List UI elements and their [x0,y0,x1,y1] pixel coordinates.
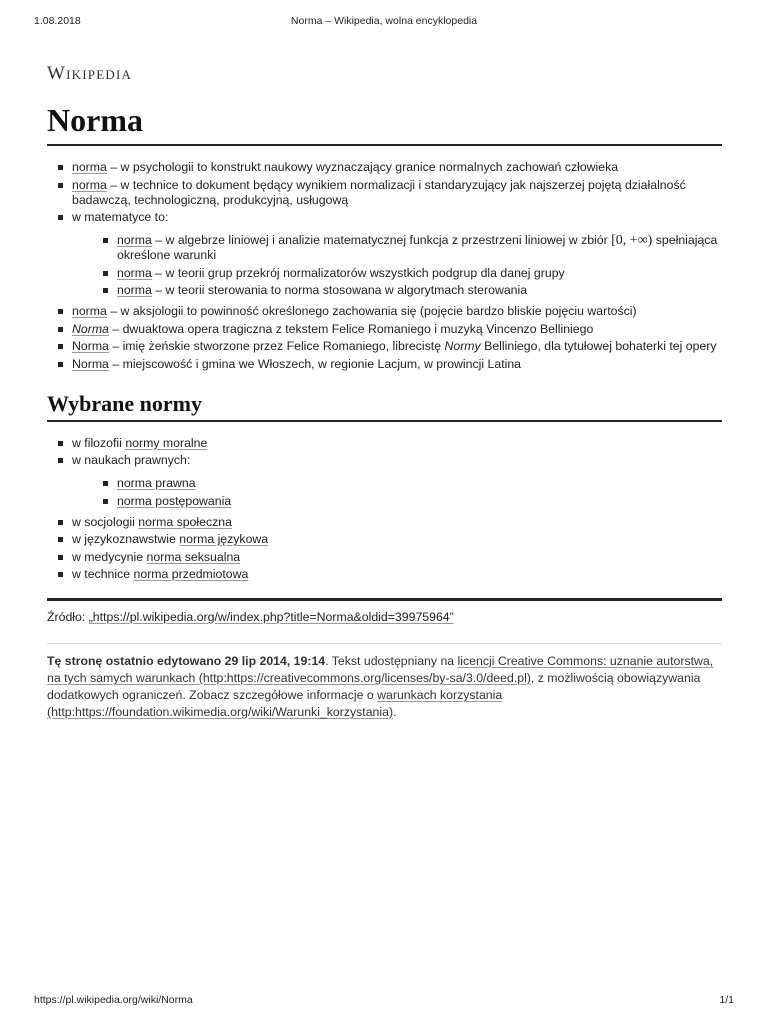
list-item [92,494,722,509]
list-item: w językoznawstwie norma językowa [47,532,722,547]
article-link[interactable]: Norma [72,339,109,353]
list-item: norma – w teorii grup przekrój normalizatorów wszystkich podgrup dla danej grupy [92,266,722,281]
article-link[interactable]: norma [117,233,152,247]
definitions-list [47,160,722,372]
last-edited: Tę stronę ostatnio edytowano 29 lip 2014, 19:14 [47,654,326,668]
article-link[interactable]: normy moralne [125,435,208,450]
list-item: norma – w teorii sterowania to norma stosowana w algorytmach sterowania [92,283,722,298]
interval-formula: [0, +∞) [611,233,653,248]
math-sublist [72,233,722,298]
article-link[interactable]: norma postępowania [117,493,232,508]
print-footer [0,994,768,1012]
list-item: Norma – miejscowość i gmina we Włoszech, w regionie Lacjum, w prowincji Latina [47,357,722,372]
list-item: Norma – dwuaktowa opera tragiczna z tekstem Felice Romaniego i muzyką Vincenzo Belliniego [47,322,722,337]
print-document-title: Norma – Wikipedia, wolna encyklopedia [290,15,478,27]
page-number: 1/1 [719,994,734,1006]
license-link[interactable]: licencji Creative Commons: uznanie autorstwa, na tych samych warunkach (http:https://creativecommons.org/licenses/by-sa/3.0/deed.pl) [47,654,714,685]
list-item: norma – w psychologii to konstrukt naukowy wyznaczający granice normalnych zachowań człowieka [47,160,722,175]
article-link[interactable]: norma [117,283,152,297]
print-header [0,15,768,33]
list-item [92,476,722,491]
list-item: w matematyce to: norma – w algebrze liniowej i analizie matematycznej funkcja z przestrzeni liniowej w zbiór [0, +∞) spełniająca określone warunki norma – w teorii grup przekrój normalizatorów wszystkich podgrup dla danej grupy norma – w teorii sterowania to norma stosowana w algorytmach sterowania [47,210,722,298]
list-item: w filozofii normy moralne [47,436,722,451]
article-link[interactable]: Norma [72,321,109,336]
list-item: norma – w algebrze liniowej i analizie matematycznej funkcja z przestrzeni liniowej w zbiór [0, +∞) spełniająca określone warunki [92,233,722,263]
list-item: norma – w aksjologii to powinność określonego zachowania się (pojęcie bardzo bliskie pojęciu wartości) [47,304,722,319]
print-url: https://pl.wikipedia.org/wiki/Norma [34,994,193,1006]
page-title: Norma [47,100,722,146]
article-link[interactable]: Norma [72,356,109,371]
list-item: w technice norma przedmiotowa [47,567,722,582]
article-link[interactable]: norma [72,177,107,192]
source-link[interactable]: „https://pl.wikipedia.org/w/index.php?title=Norma&oldid=39975964” [88,610,454,624]
list-item: w naukach prawnych: norma prawna norma postępowania [47,453,722,509]
list-item: w medycynie norma seksualna [47,550,722,565]
list-item: Norma – imię żeńskie stworzone przez Felice Romaniego, librecistę Normy Belliniego, dla tytułowej bohaterki tej opery [47,339,722,354]
selected-norms-list [47,436,722,583]
source-line: Źródło: „https://pl.wikipedia.org/w/index.php?title=Norma&oldid=39975964” [47,598,722,625]
article-link[interactable]: norma przedmiotowa [133,567,249,581]
law-sublist [72,476,722,509]
license-footer: Tę stronę ostatnio edytowano 29 lip 2014, 19:14. Tekst udostępniany na licencji Creative Commons: uznanie autorstwa, na tych samych warunkach (http:https://creativecommons.org/licenses/by-sa/3.0/deed.pl), z możliwością obowiązywania dodatkowych ograniczeń. Zobacz szczegółowe informacje o warunkach korzystania (http:https://foundation.wikimedia.org/wiki/Warunki_korzystania). [47,643,722,721]
article-link[interactable]: norma seksualna [146,549,241,564]
article-content [47,60,722,721]
list-item: norma – w technice to dokument będący wynikiem normalizacji i standaryzujący jak najszerzej pojętą działalność badawczą, technologiczną, produkcyjną, usługową [47,178,722,208]
article-link[interactable]: norma [117,265,152,280]
article-link[interactable]: norma językowa [179,532,269,546]
wikipedia-wordmark[interactable]: Wikipedia [47,63,133,84]
article-link[interactable]: norma [72,304,107,318]
section-title: Wybrane normy [47,390,722,422]
article-link[interactable]: norma prawna [117,476,196,490]
article-link[interactable]: norma [72,160,107,174]
article-link[interactable]: norma społeczna [138,514,232,529]
print-date: 1.08.2018 [34,15,81,27]
terms-link[interactable]: warunkach korzystania (http:https://foundation.wikimedia.org/wiki/Warunki_korzystania) [47,688,503,719]
list-item: w socjologii norma społeczna [47,515,722,530]
